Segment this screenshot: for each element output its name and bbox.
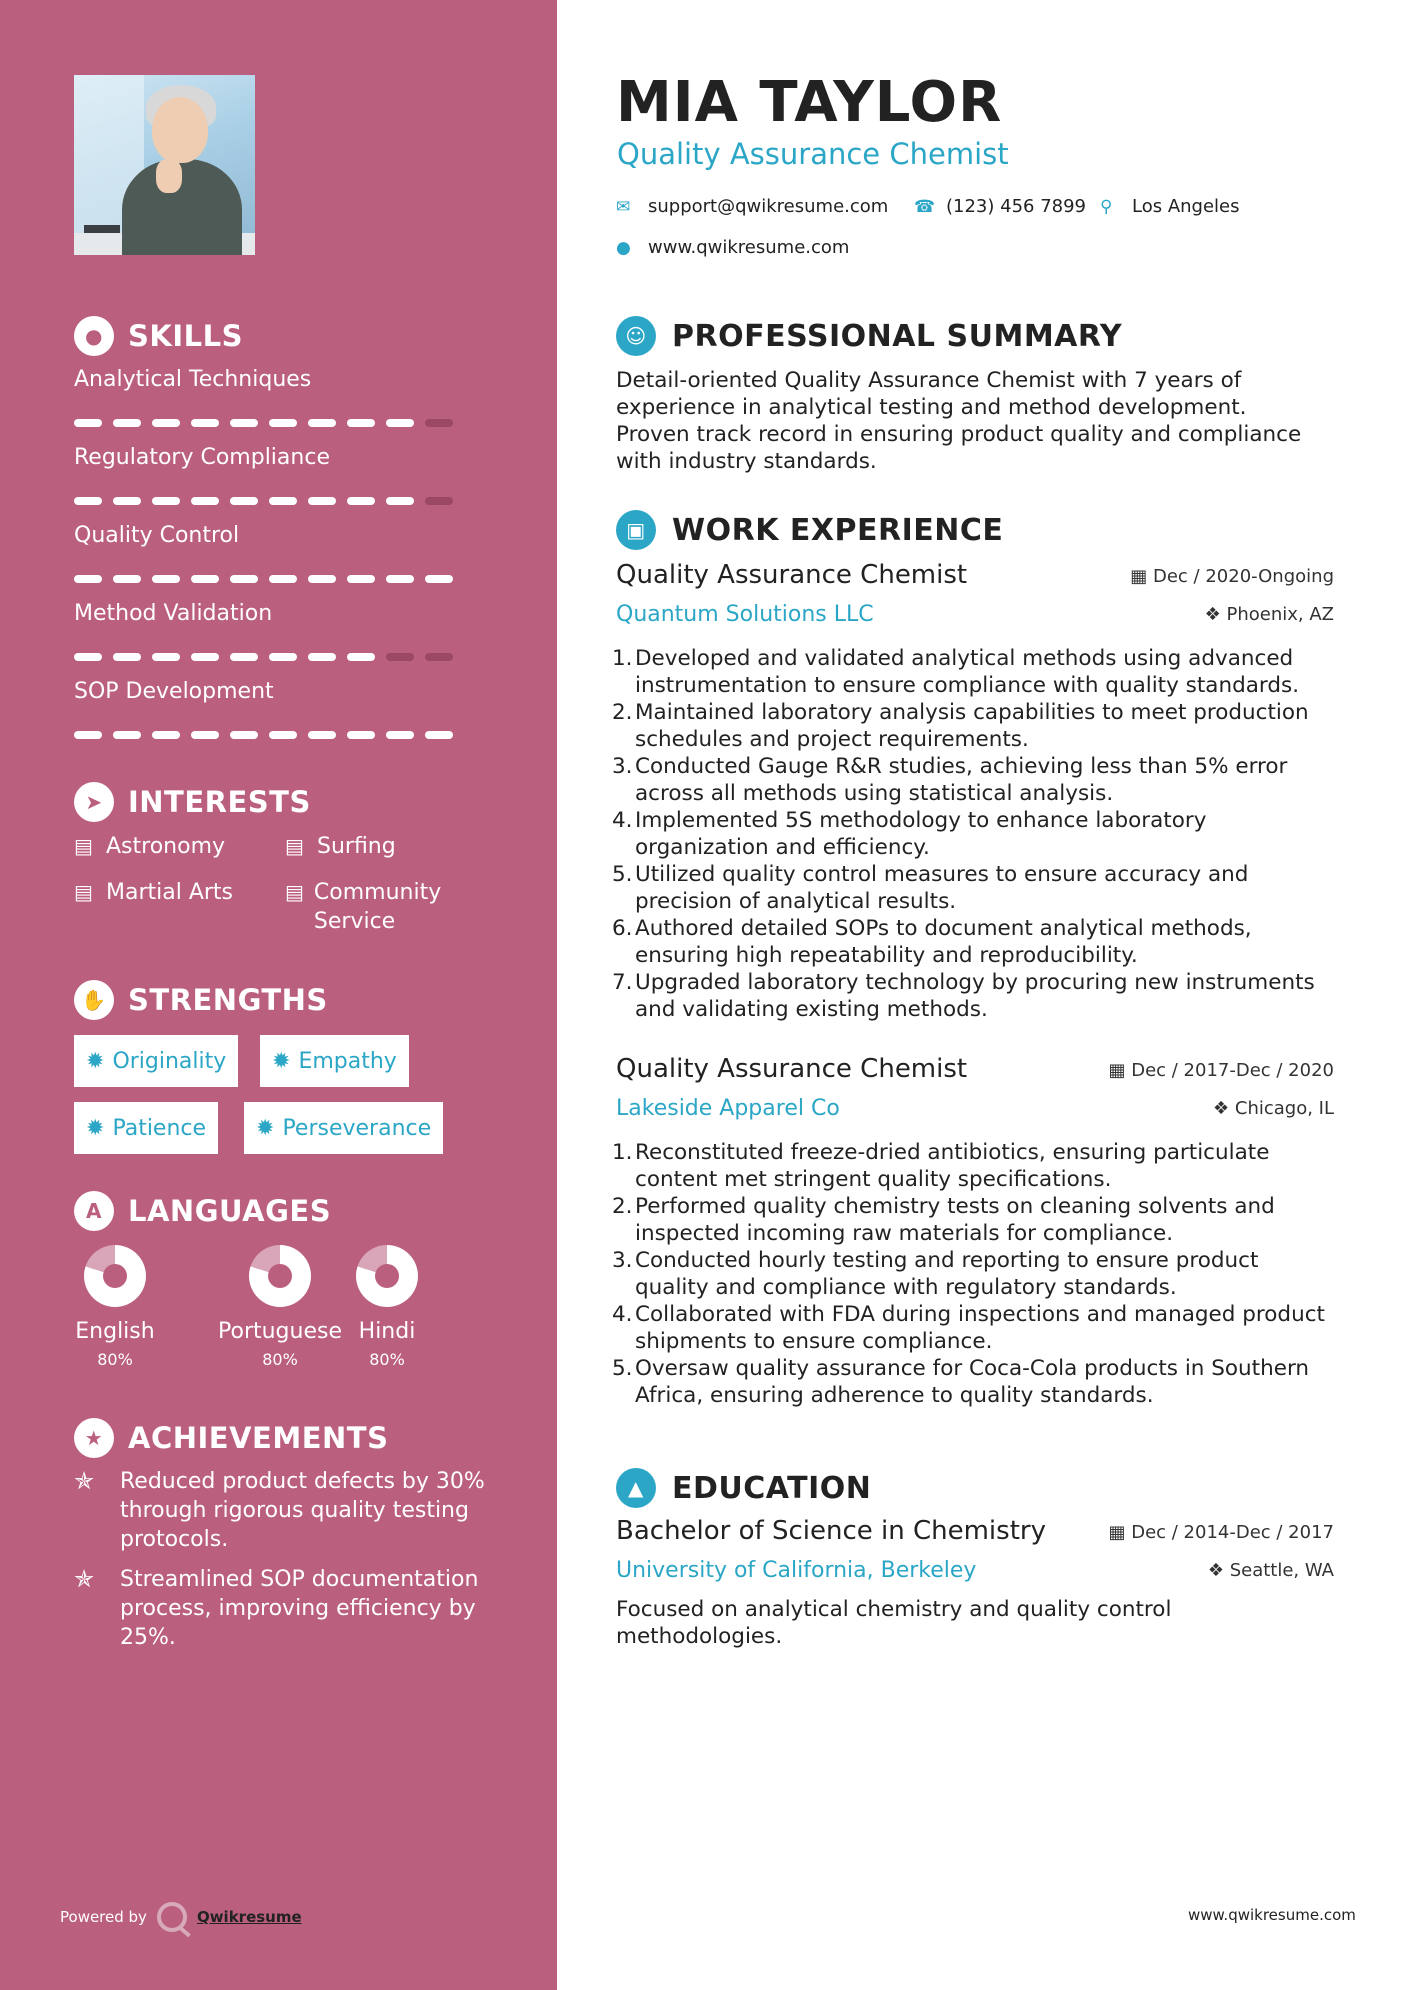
skills-heading	[74, 316, 243, 356]
job-date	[1108, 1060, 1334, 1081]
skill-item	[74, 367, 454, 427]
list-item: 1. Reconstituted freeze-dried antibiotics, ensuring particulate content met stringent quality specifications.	[612, 1139, 1332, 1193]
skill-label: SOP Development	[74, 679, 274, 704]
list-item: 4. Collaborated with FDA during inspections and managed product shipments to ensure compliance.	[612, 1301, 1332, 1355]
strength-label: Patience	[112, 1115, 207, 1141]
responsibility-text: Collaborated with FDA during inspections and managed product shipments to ensure compliance.	[635, 1302, 1325, 1354]
skill-level-bar	[74, 653, 454, 661]
envelope-icon: ✉	[616, 196, 631, 217]
responsibility-text: Upgraded laboratory technology by procuring new instruments and validating existing methods.	[635, 970, 1315, 1022]
education-header	[616, 1516, 1334, 1583]
list-item: 3. Conducted hourly testing and reporting to ensure product quality and compliance with regulatory standards.	[612, 1247, 1332, 1301]
interest-item	[74, 878, 233, 907]
pin-icon: ❖	[1207, 1560, 1230, 1581]
responsibility-text: Conducted hourly testing and reporting to ensure product quality and compliance with regulatory standards.	[635, 1248, 1259, 1300]
email-text: support@qwikresume.com	[648, 196, 889, 217]
skills-title: SKILLS	[128, 319, 243, 353]
job-responsibilities	[612, 645, 1332, 1023]
language-percent: 80%	[97, 1350, 133, 1369]
language-item	[70, 1245, 160, 1369]
interests-heading	[74, 782, 311, 822]
job-company: Lakeside Apparel Co	[616, 1096, 840, 1121]
interest-label: Surfing	[317, 834, 396, 859]
briefcase-icon: ▣	[616, 510, 656, 550]
graduation-cap-icon: ▲	[616, 1468, 656, 1508]
interest-label: Martial Arts	[106, 880, 234, 905]
language-level-donut	[356, 1245, 418, 1307]
skill-item	[74, 601, 454, 661]
interest-label: Astronomy	[106, 834, 226, 859]
responsibility-text: Developed and validated analytical methods using advanced instrumentation to ensure compliance with quality standards.	[635, 646, 1300, 698]
candidate-name: MIA TAYLOR	[616, 70, 1003, 135]
job-date-text: Dec / 2017-Dec / 2020	[1131, 1060, 1334, 1081]
strength-badge	[260, 1035, 409, 1087]
job-location-text: Phoenix, AZ	[1226, 604, 1334, 625]
skill-level-bar	[74, 575, 454, 583]
summary-text: Detail-oriented Quality Assurance Chemist with 7 years of experience in analytical testing and method development. Proven track record in ensuring product quality and compliance with industry standards.	[616, 368, 1302, 474]
responsibility-text: Performed quality chemistry tests on cleaning solvents and inspected incoming raw materials for compliance.	[635, 1194, 1275, 1246]
map-pin-icon: ⚲	[1100, 196, 1113, 217]
qwikresume-link[interactable]: Qwikresume	[196, 1908, 302, 1926]
summary-title: PROFESSIONAL SUMMARY	[672, 318, 1123, 354]
strength-label: Perseverance	[282, 1115, 432, 1141]
candidate-title: Quality Assurance Chemist	[617, 137, 1009, 171]
fist-icon: ✋	[74, 980, 114, 1020]
responsibility-text: Maintained laboratory analysis capabilities to meet production schedules and project requirements.	[635, 700, 1309, 752]
strengths-heading	[74, 980, 328, 1020]
list-item: 4. Implemented 5S methodology to enhance laboratory organization and efficiency.	[612, 807, 1332, 861]
badge-icon: ✹	[86, 1048, 105, 1074]
powered-by-label: Powered by	[60, 1908, 147, 1926]
contact-phone[interactable]	[914, 196, 1086, 217]
experience-heading	[616, 510, 1003, 550]
interests-title: INTERESTS	[128, 785, 311, 819]
list-item: 2. Maintained laboratory analysis capabilities to meet production schedules and project requirements.	[612, 699, 1332, 753]
job-header	[616, 560, 1334, 627]
job-date-text: Dec / 2020-Ongoing	[1153, 566, 1334, 587]
list-item: 7. Upgraded laboratory technology by procuring new instruments and validating existing methods.	[612, 969, 1332, 1023]
contact-location	[1100, 196, 1240, 217]
strength-badge	[74, 1102, 218, 1154]
list-item: 2. Performed quality chemistry tests on cleaning solvents and inspected incoming raw materials for compliance.	[612, 1193, 1332, 1247]
list-item: 6. Authored detailed SOPs to document analytical methods, ensuring high repeatability and reproducibility.	[612, 915, 1332, 969]
education-location-text: Seattle, WA	[1229, 1560, 1334, 1581]
badge-icon: ✹	[256, 1115, 275, 1141]
interest-item	[74, 832, 225, 861]
skill-level-bar	[74, 497, 454, 505]
profile-photo	[74, 75, 255, 255]
summary-heading	[616, 316, 1122, 356]
achievement-text: Reduced product defects by 30% through rigorous quality testing protocols.	[120, 1469, 485, 1552]
location-text: Los Angeles	[1132, 196, 1240, 217]
responsibility-text: Authored detailed SOPs to document analytical methods, ensuring high repeatability and reproducibility.	[635, 916, 1252, 968]
qwikresume-logo-icon	[157, 1902, 187, 1932]
strength-badge	[244, 1102, 443, 1154]
language-level-donut	[249, 1245, 311, 1307]
book-icon: ▤	[74, 880, 93, 904]
book-icon: ▤	[285, 880, 304, 904]
website-text: www.qwikresume.com	[648, 237, 850, 258]
job-header	[616, 1054, 1334, 1121]
strength-badge	[74, 1035, 238, 1087]
list-item: 5. Oversaw quality assurance for Coca-Cola products in Southern Africa, ensuring adherence to quality standards.	[612, 1355, 1332, 1409]
shooting-star-icon: ✯	[74, 1565, 95, 1593]
education-date-text: Dec / 2014-Dec / 2017	[1131, 1522, 1334, 1543]
languages-heading	[74, 1191, 331, 1231]
shooting-star-icon: ✯	[74, 1467, 95, 1495]
skill-label: Quality Control	[74, 523, 240, 548]
language-icon: A	[74, 1191, 114, 1231]
footer-website[interactable]: www.qwikresume.com	[1188, 1906, 1356, 1924]
language-item	[210, 1245, 350, 1369]
experience-title: WORK EXPERIENCE	[672, 512, 1004, 548]
education-date	[1108, 1522, 1334, 1543]
language-item	[347, 1245, 427, 1369]
achievement-text: Streamlined SOP documentation process, improving efficiency by 25%.	[120, 1567, 479, 1650]
user-icon: ☺	[616, 316, 656, 356]
strength-label: Empathy	[298, 1048, 397, 1074]
degree: Bachelor of Science in Chemistry	[616, 1516, 1046, 1546]
responsibility-text: Reconstituted freeze-dried antibiotics, ensuring particulate content met stringent quality specifications.	[635, 1140, 1270, 1192]
sidebar	[0, 0, 557, 1990]
contact-email[interactable]	[616, 196, 888, 217]
job-location-text: Chicago, IL	[1234, 1098, 1334, 1119]
achievements-heading	[74, 1418, 388, 1458]
calendar-icon: ▦	[1108, 1522, 1132, 1543]
job-company: Quantum Solutions LLC	[616, 602, 874, 627]
education-text: Focused on analytical chemistry and quality control methodologies.	[616, 1597, 1172, 1649]
interest-label: Community Service	[313, 880, 442, 934]
skill-item	[74, 445, 454, 505]
contact-website[interactable]	[616, 237, 849, 258]
job-role: Quality Assurance Chemist	[616, 1054, 968, 1084]
achievement-item	[74, 1467, 494, 1554]
book-icon: ▤	[74, 834, 93, 858]
job-location	[1213, 1098, 1334, 1119]
skill-item	[74, 679, 454, 739]
badge-icon: ✹	[272, 1048, 291, 1074]
skill-level-bar	[74, 419, 454, 427]
strengths-title: STRENGTHS	[128, 983, 328, 1017]
interest-item	[285, 878, 465, 936]
school: University of California, Berkeley	[616, 1558, 977, 1583]
phone-icon: ☎	[914, 196, 936, 217]
language-percent: 80%	[369, 1350, 405, 1369]
badge-icon: ✹	[86, 1115, 105, 1141]
language-name: English	[75, 1319, 155, 1344]
skill-item	[74, 523, 454, 583]
education-location	[1208, 1560, 1334, 1581]
responsibility-text: Conducted Gauge R&R studies, achieving less than 5% error across all methods using statistical analysis.	[635, 754, 1288, 806]
responsibility-text: Utilized quality control measures to ensure accuracy and precision of analytical results.	[635, 862, 1249, 914]
calendar-icon: ▦	[1108, 1060, 1132, 1081]
star-icon: ★	[74, 1418, 114, 1458]
languages-title: LANGUAGES	[128, 1194, 332, 1228]
interest-item	[285, 832, 396, 861]
lightbulb-icon: ●	[74, 316, 114, 356]
achievements-title: ACHIEVEMENTS	[128, 1421, 389, 1455]
skill-label: Regulatory Compliance	[74, 445, 330, 470]
responsibility-text: Implemented 5S methodology to enhance laboratory organization and efficiency.	[635, 808, 1207, 860]
achievement-item	[74, 1565, 494, 1652]
list-item: 1. Developed and validated analytical methods using advanced instrumentation to ensure compliance with quality standards.	[612, 645, 1332, 699]
calendar-icon: ▦	[1130, 566, 1153, 587]
job-responsibilities	[612, 1139, 1332, 1409]
language-level-donut	[84, 1245, 146, 1307]
pin-icon: ❖	[1204, 604, 1227, 625]
book-icon: ▤	[285, 834, 304, 858]
strength-label: Originality	[112, 1048, 227, 1074]
list-item: 3. Conducted Gauge R&R studies, achieving less than 5% error across all methods using statistical analysis.	[612, 753, 1332, 807]
skill-level-bar	[74, 731, 454, 739]
pin-icon: ❖	[1213, 1098, 1235, 1119]
responsibility-text: Oversaw quality assurance for Coca-Cola products in Southern Africa, ensuring adherence to quality standards.	[635, 1356, 1310, 1408]
paper-plane-icon: ➤	[74, 782, 114, 822]
list-item: 5. Utilized quality control measures to ensure accuracy and precision of analytical results.	[612, 861, 1332, 915]
phone-text: (123) 456 7899	[946, 196, 1087, 217]
language-name: Hindi	[358, 1319, 416, 1344]
education-heading	[616, 1468, 871, 1508]
job-date	[1130, 566, 1334, 587]
powered-by	[60, 1902, 302, 1932]
globe-icon: ●	[616, 237, 631, 258]
job-location	[1205, 604, 1334, 625]
job-role: Quality Assurance Chemist	[616, 560, 968, 590]
education-title: EDUCATION	[672, 1470, 872, 1506]
skill-label: Method Validation	[74, 601, 273, 626]
language-percent: 80%	[262, 1350, 298, 1369]
skill-label: Analytical Techniques	[74, 367, 312, 392]
language-name: Portuguese	[218, 1319, 342, 1344]
